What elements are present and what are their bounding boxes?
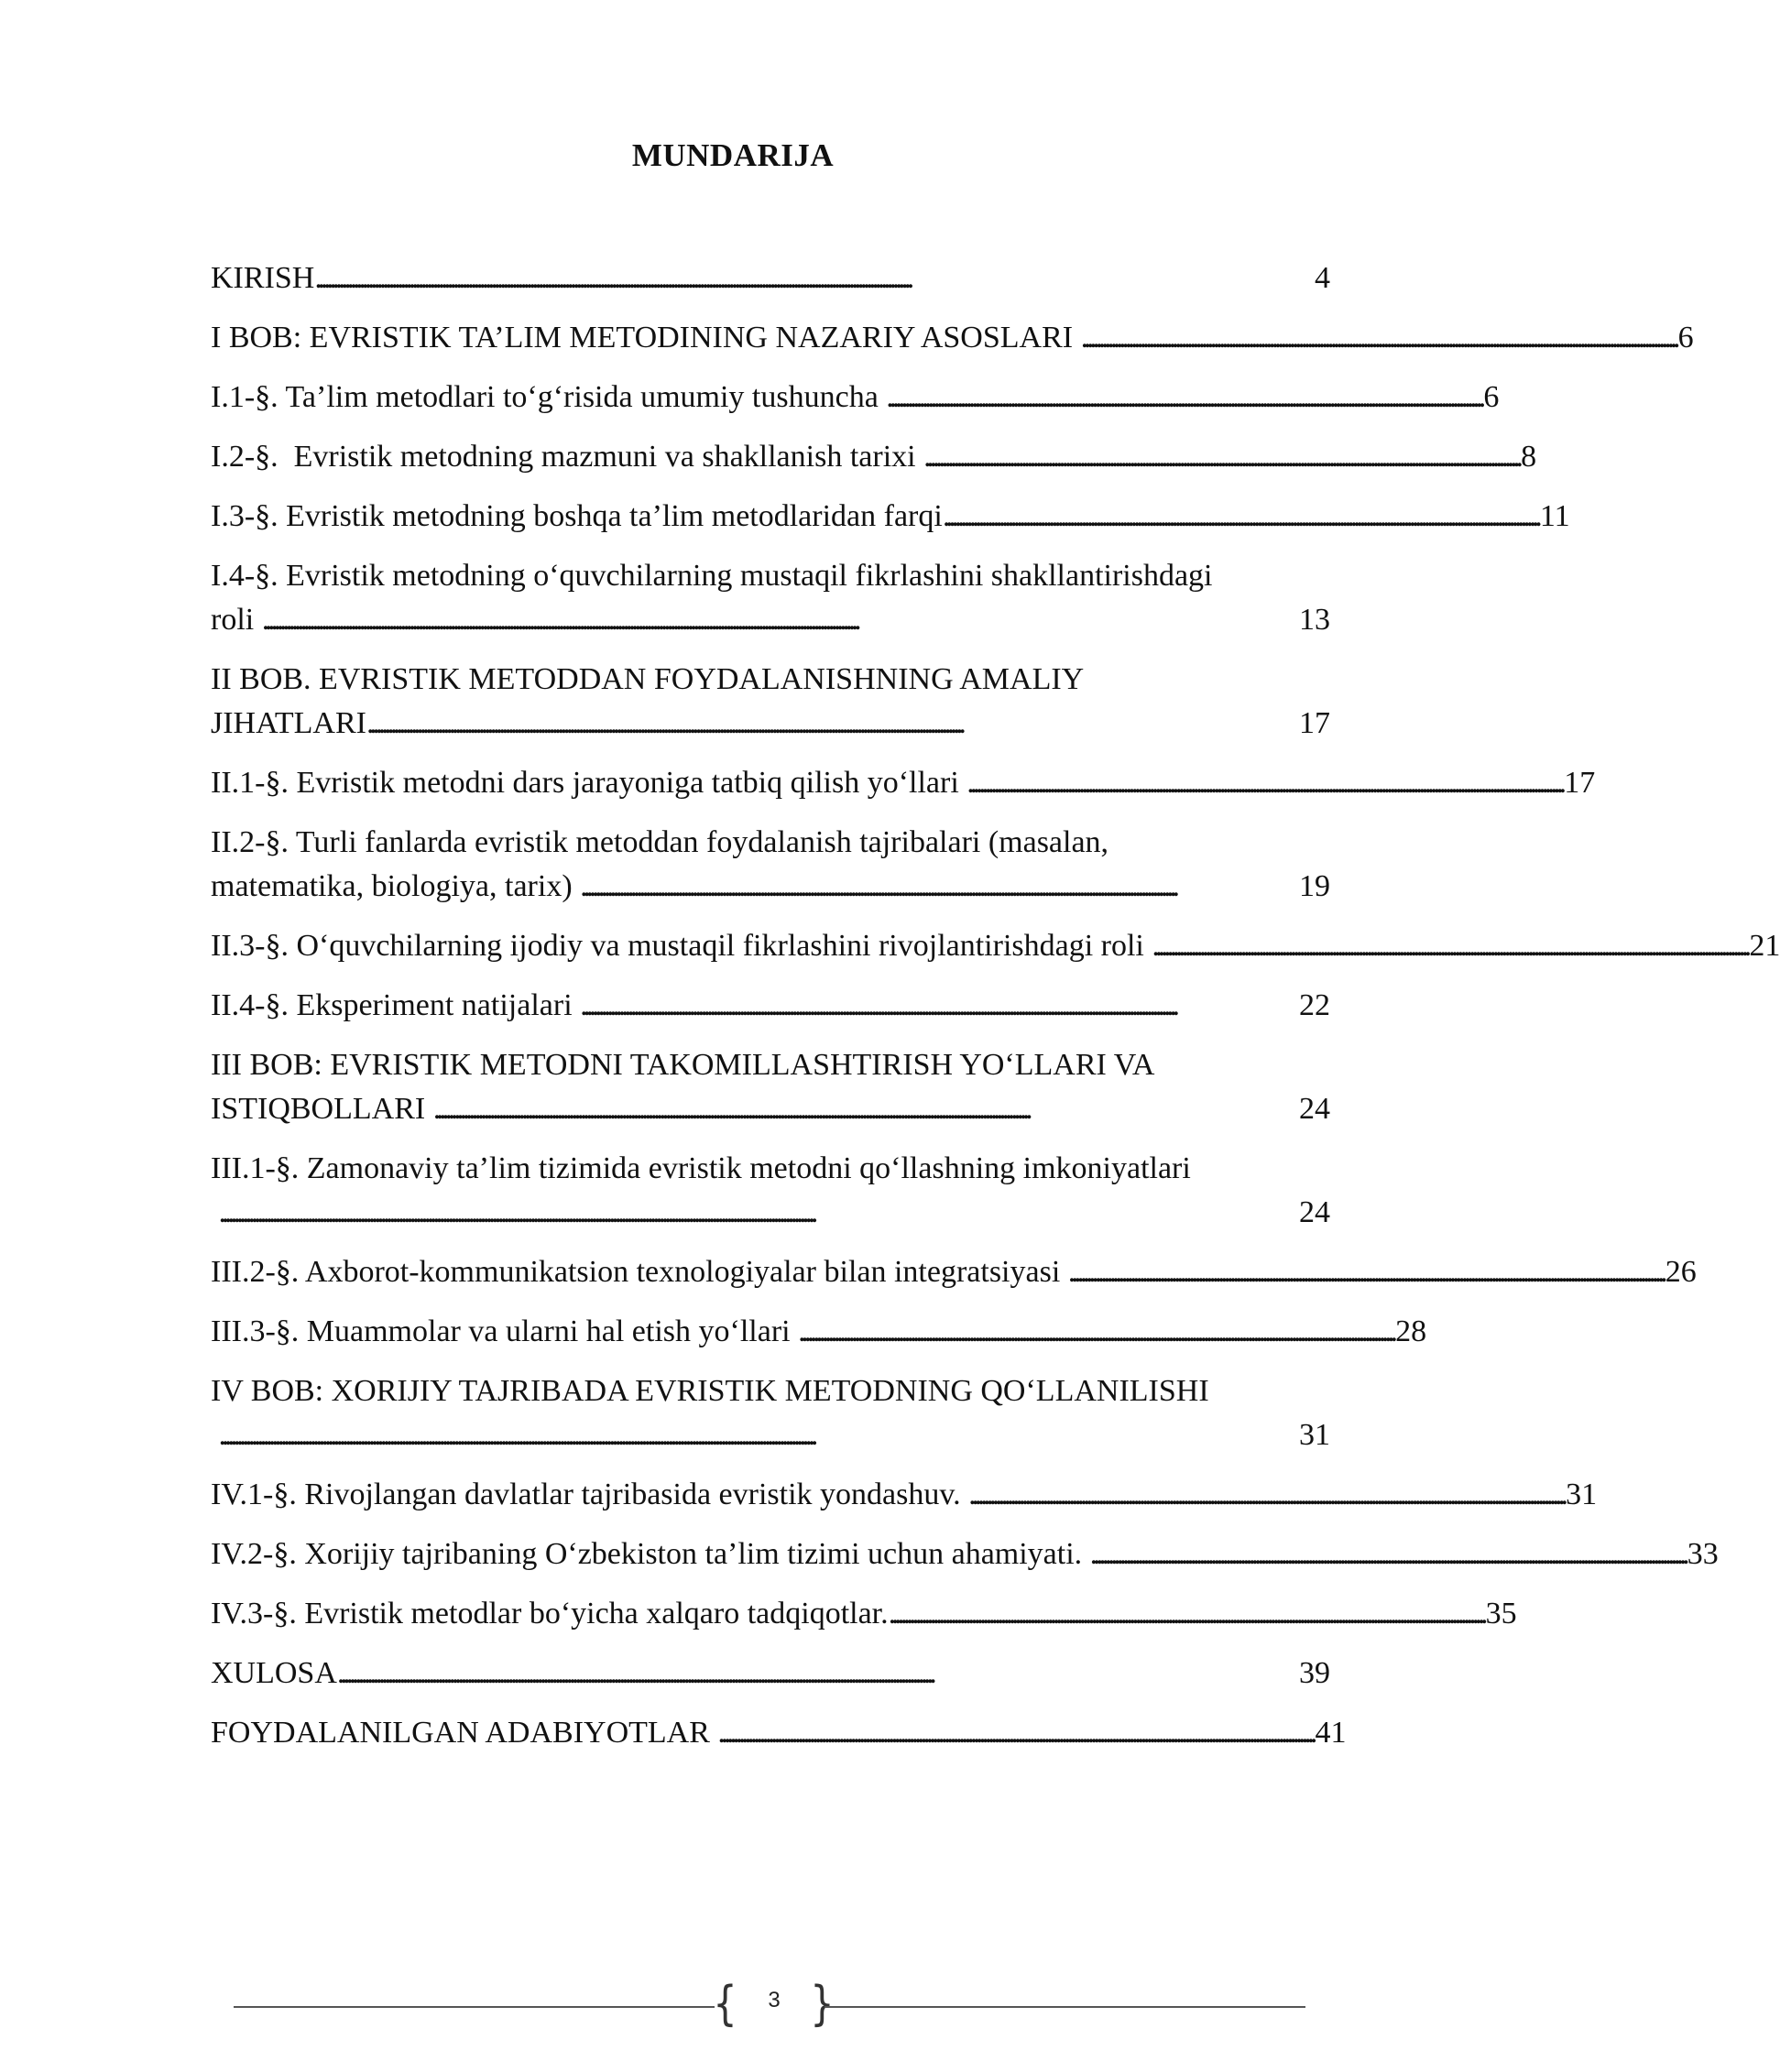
toc-entry	[211, 924, 1780, 968]
table-of-contents	[211, 256, 1780, 1771]
toc-dot-leader	[717, 1711, 1311, 1755]
toc-entry-label: roli	[211, 603, 262, 637]
toc-entry-row	[211, 1413, 1330, 1457]
toc-entry-title-line: I.4-§. Evristik metodning o‘quvchilarning mustaqil fikrlashini shakllantirishdagi	[211, 559, 1213, 593]
toc-dot-leader	[433, 1087, 1295, 1131]
toc-entry	[211, 495, 1570, 539]
toc-entry	[211, 1043, 1330, 1131]
toc-entry-label: III.2-§. Axborot-kommunikatsion texnologiyalar bilan integratsiyasi	[211, 1255, 1068, 1289]
toc-entry-row	[211, 256, 1330, 300]
toc-entry	[211, 1147, 1330, 1235]
toc-entry-label: JIHATLARI	[211, 706, 366, 740]
toc-page-number: 8	[1521, 440, 1537, 474]
toc-entry-row	[211, 1087, 1330, 1131]
toc-page-number: 24	[1299, 1092, 1330, 1126]
toc-entry-row	[211, 984, 1330, 1028]
toc-entry-label: II.3-§. O‘quvchilarning ijodiy va mustaqil fikrlashini rivojlantirishdagi roli	[211, 929, 1152, 963]
toc-dot-leader	[580, 865, 1295, 909]
toc-entry-label: I.3-§. Evristik metodning boshqa ta’lim metodlaridan farqi	[211, 499, 943, 533]
toc-dot-leader	[923, 435, 1517, 479]
toc-entry	[211, 435, 1537, 479]
toc-page-number: 6	[1483, 380, 1500, 414]
page-footer	[234, 1975, 1305, 2039]
toc-title: MUNDARIJA	[631, 137, 835, 173]
toc-entry	[211, 316, 1694, 360]
toc-entry-label	[211, 1191, 219, 1235]
toc-dot-leader	[966, 761, 1560, 805]
toc-entry-label: matematika, biologiya, tarix)	[211, 869, 581, 903]
toc-dot-leader	[1068, 1250, 1662, 1294]
toc-entry-row	[211, 761, 1596, 805]
toc-entry	[211, 821, 1330, 909]
toc-page-number: 28	[1395, 1314, 1427, 1348]
toc-entry	[211, 1532, 1719, 1576]
toc-entry-label: I.1-§. Ta’lim metodlari to‘g‘risida umumiy tushuncha	[211, 380, 887, 414]
toc-entry	[211, 1473, 1598, 1517]
toc-dot-leader	[337, 1652, 1295, 1696]
toc-entry-row	[211, 1473, 1598, 1517]
toc-entry-label: XULOSA	[211, 1656, 337, 1690]
toc-dot-leader	[886, 376, 1480, 420]
toc-entry-row	[211, 1532, 1719, 1576]
toc-entry-row	[211, 865, 1330, 909]
toc-entry-label: IV.1-§. Rivojlangan davlatlar tajribasida evristik yondashuv.	[211, 1478, 969, 1511]
footer-rule-left	[234, 2006, 715, 2008]
toc-page-number: 31	[1299, 1418, 1330, 1452]
footer-page-number: 3	[768, 1988, 781, 2012]
toc-page-number: 39	[1299, 1656, 1330, 1690]
toc-entry-row	[211, 924, 1780, 968]
toc-dot-leader	[219, 1413, 1296, 1457]
toc-page-number: 21	[1749, 929, 1780, 963]
toc-entry-row	[211, 435, 1537, 479]
toc-dot-leader	[580, 984, 1295, 1028]
toc-entry-row	[211, 1652, 1330, 1696]
toc-entry-label: IV.2-§. Xorijiy tajribaning O‘zbekiston ta’lim tizimi uchun ahamiyati.	[211, 1537, 1090, 1571]
toc-entry-label: II.4-§. Eksperiment natijalari	[211, 988, 581, 1022]
toc-entry-row	[211, 316, 1694, 360]
toc-page-number: 33	[1687, 1537, 1719, 1571]
toc-entry	[211, 554, 1330, 642]
toc-page-number: 22	[1299, 988, 1330, 1022]
toc-page-number: 41	[1315, 1716, 1347, 1750]
toc-entry	[211, 1369, 1330, 1457]
toc-dot-leader	[1081, 316, 1675, 360]
toc-entry-row	[211, 376, 1500, 420]
toc-entry-label: I.2-§. Evristik metodning mazmuni va shakllanish tarixi	[211, 440, 924, 474]
toc-entry	[211, 1310, 1427, 1354]
toc-entry-row	[211, 598, 1330, 642]
toc-page-number: 17	[1564, 766, 1596, 800]
toc-entry	[211, 1652, 1330, 1696]
toc-entry-label	[211, 1413, 219, 1457]
toc-entry-label: III.3-§. Muammolar va ularni hal etish yo‘llari	[211, 1314, 799, 1348]
toc-entry-row	[211, 702, 1330, 746]
toc-entry-row	[211, 495, 1570, 539]
toc-entry	[211, 1711, 1347, 1755]
toc-entry-label: I BOB: EVRISTIK TA’LIM METODINING NAZARIY ASOSLARI	[211, 321, 1081, 354]
toc-entry-row	[211, 1592, 1517, 1636]
toc-page-number: 11	[1539, 499, 1570, 533]
toc-dot-leader	[219, 1191, 1296, 1235]
toc-entry-row	[211, 1191, 1330, 1235]
toc-dot-leader	[798, 1310, 1392, 1354]
toc-entry	[211, 1592, 1517, 1636]
toc-page-number: 4	[1315, 261, 1330, 295]
toc-page-number: 35	[1485, 1597, 1517, 1630]
toc-entry-row	[211, 1250, 1697, 1294]
toc-entry	[211, 256, 1330, 300]
toc-dot-leader	[943, 495, 1536, 539]
footer-brace-left: {	[713, 1977, 737, 2032]
toc-entry-row	[211, 1310, 1427, 1354]
toc-entry-title-line: III BOB: EVRISTIK METODNI TAKOMILLASHTIRISH YO‘LLARI VA	[211, 1048, 1155, 1082]
toc-entry-title-line: IV BOB: XORIJIY TAJRIBADA EVRISTIK METODNING QO‘LLANILISHI	[211, 1374, 1209, 1408]
toc-dot-leader	[366, 702, 1295, 746]
toc-dot-leader	[968, 1473, 1562, 1517]
toc-page-number: 17	[1299, 706, 1330, 740]
toc-entry	[211, 658, 1330, 746]
footer-brace-right: }	[810, 1977, 835, 2032]
toc-entry-title-line: II.2-§. Turli fanlarda evristik metoddan foydalanish tajribalari (masalan,	[211, 825, 1109, 859]
toc-page-number: 26	[1665, 1255, 1697, 1289]
toc-entry	[211, 1250, 1697, 1294]
footer-rule-right	[824, 2006, 1305, 2008]
toc-entry-row	[211, 1711, 1347, 1755]
toc-entry-title-line: II BOB. EVRISTIK METODDAN FOYDALANISHNING AMALIY	[211, 662, 1085, 696]
toc-dot-leader	[1152, 924, 1745, 968]
toc-entry-label: FOYDALANILGAN ADABIYOTLAR	[211, 1716, 718, 1750]
toc-entry	[211, 376, 1500, 420]
toc-entry-label: II.1-§. Evristik metodni dars jarayoniga tatbiq qilish yo‘llari	[211, 766, 967, 800]
toc-dot-leader	[314, 256, 1311, 300]
toc-dot-leader	[889, 1592, 1482, 1636]
toc-entry-label: IV.3-§. Evristik metodlar bo‘yicha xalqaro tadqiqotlar.	[211, 1597, 889, 1630]
toc-page-number: 24	[1299, 1195, 1330, 1229]
toc-entry	[211, 761, 1596, 805]
toc-page-number: 6	[1677, 321, 1694, 354]
toc-dot-leader	[1090, 1532, 1684, 1576]
toc-entry-title-line: III.1-§. Zamonaviy ta’lim tizimida evristik metodni qo‘llashning imkoniyatlari	[211, 1151, 1191, 1185]
toc-entry	[211, 984, 1330, 1028]
toc-page-number: 13	[1299, 603, 1330, 637]
toc-entry-label: KIRISH	[211, 261, 315, 295]
toc-entry-label: ISTIQBOLLARI	[211, 1092, 433, 1126]
toc-page-number: 19	[1299, 869, 1330, 903]
toc-dot-leader	[262, 598, 1295, 642]
toc-page-number: 31	[1566, 1478, 1598, 1511]
